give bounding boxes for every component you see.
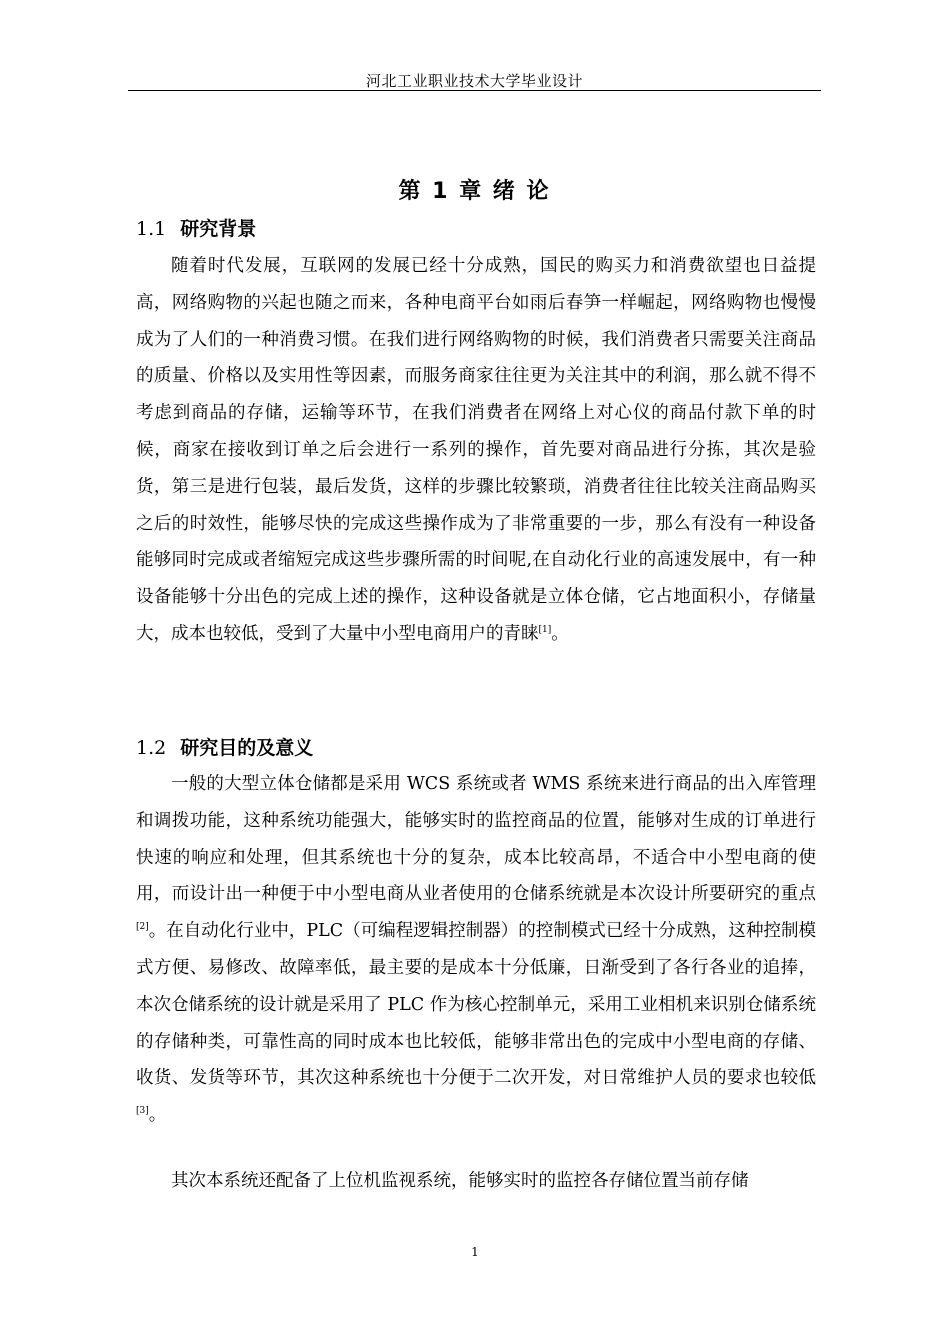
page-number: 1 — [471, 1245, 479, 1259]
paragraph-monitoring-system — [136, 1163, 816, 1200]
running-header: 河北工业职业技术大学毕业设计 — [365, 72, 583, 90]
citation-2: [2] — [136, 922, 149, 933]
chapter-title: 第 1 章 绪 论 — [398, 179, 551, 204]
paragraph-text: 其次本系统还配备了上位机监视系统，能够实时的监控各存储位置当前存储 — [171, 1171, 749, 1191]
paragraph-text: 一般的大型立体仓储都是采用 WCS 系统或者 WMS 系统来进行商品的出入库管理和调拨功能，这种系统功能强大，能够实时的监控商品的位置，能够对生成的订单进行快速的响应和处理，但其系统也十分的复杂，成本比较高昂，不适合中小型电商的使用，而设计出一种便于中小型电商从业者使用的仓储系统就是本次设计所要研究的重点 — [136, 774, 816, 905]
citation-3: [3] — [136, 1106, 149, 1117]
paragraph-text: 随着时代发展，互联网的发展已经十分成熟，国民的购买力和消费欲望也日益提高，网络购物的兴起也随之而来，各种电商平台如雨后春笋一样崛起，网络购物也慢慢成为了人们的一种消费习惯。在我们进行网络购物的时候，我们消费者只需要关注商品的质量、价格以及实用性等因素，而服务商家往往更为关注其中的利润，那么就不得不考虑到商品的存储，运输等环节，在我们消费者在网络上对心仪的商品付款下单的时候，商家在接收到订单之后会进行一系列的操作，首先要对商品进行分拣，其次是验货，第三是进行包装，最后发货，这样的步骤比较繁琐，消费者往往比较关注商品购买之后的时效性，能够尽快的完成这些操作成为了非常重要的一步，那么有没有一种设备能够同时完成或者缩短完成这些步骤所需的时间呢,在自动化行业的高速发展中，有一种设备能够十分出色的完成上述的操作，这种设备就是立体仓储，它占地面积小，存储量大，成本也较低，受到了大量中小型电商用户的青睐 — [136, 256, 816, 644]
section-title: 研究目的及意义 — [180, 737, 314, 759]
header-divider — [128, 90, 821, 91]
paragraph-research-purpose — [136, 766, 816, 1134]
citation-1: [1] — [538, 624, 552, 635]
section-heading-1-2 — [136, 733, 313, 760]
section-title: 研究背景 — [180, 218, 257, 240]
section-number: 1.2 — [136, 737, 167, 759]
paragraph-tail: 。 — [148, 1105, 167, 1126]
paragraph-research-background — [136, 248, 816, 653]
section-number: 1.1 — [136, 218, 167, 240]
paragraph-tail: 。 — [551, 623, 569, 644]
paragraph-text-continued: 。在自动化行业中，PLC（可编程逻辑控制器）的控制模式已经十分成熟，这种控制模式方便、易修改、故障率低，最主要的是成本十分低廉，日渐受到了各行各业的追捧，本次仓储系统的设计就是采用了 PLC 作为核心控制单元，采用工业相机来识别仓储系统的存储种类，可靠性高的同时成本也比较低，能够非常出色的完成中小型电商的存储、收货、发货等环节，其次这种系统也十分便于二次开发，对日常维护人员的要求也较低 — [136, 921, 816, 1089]
section-heading-1-1 — [136, 214, 256, 241]
